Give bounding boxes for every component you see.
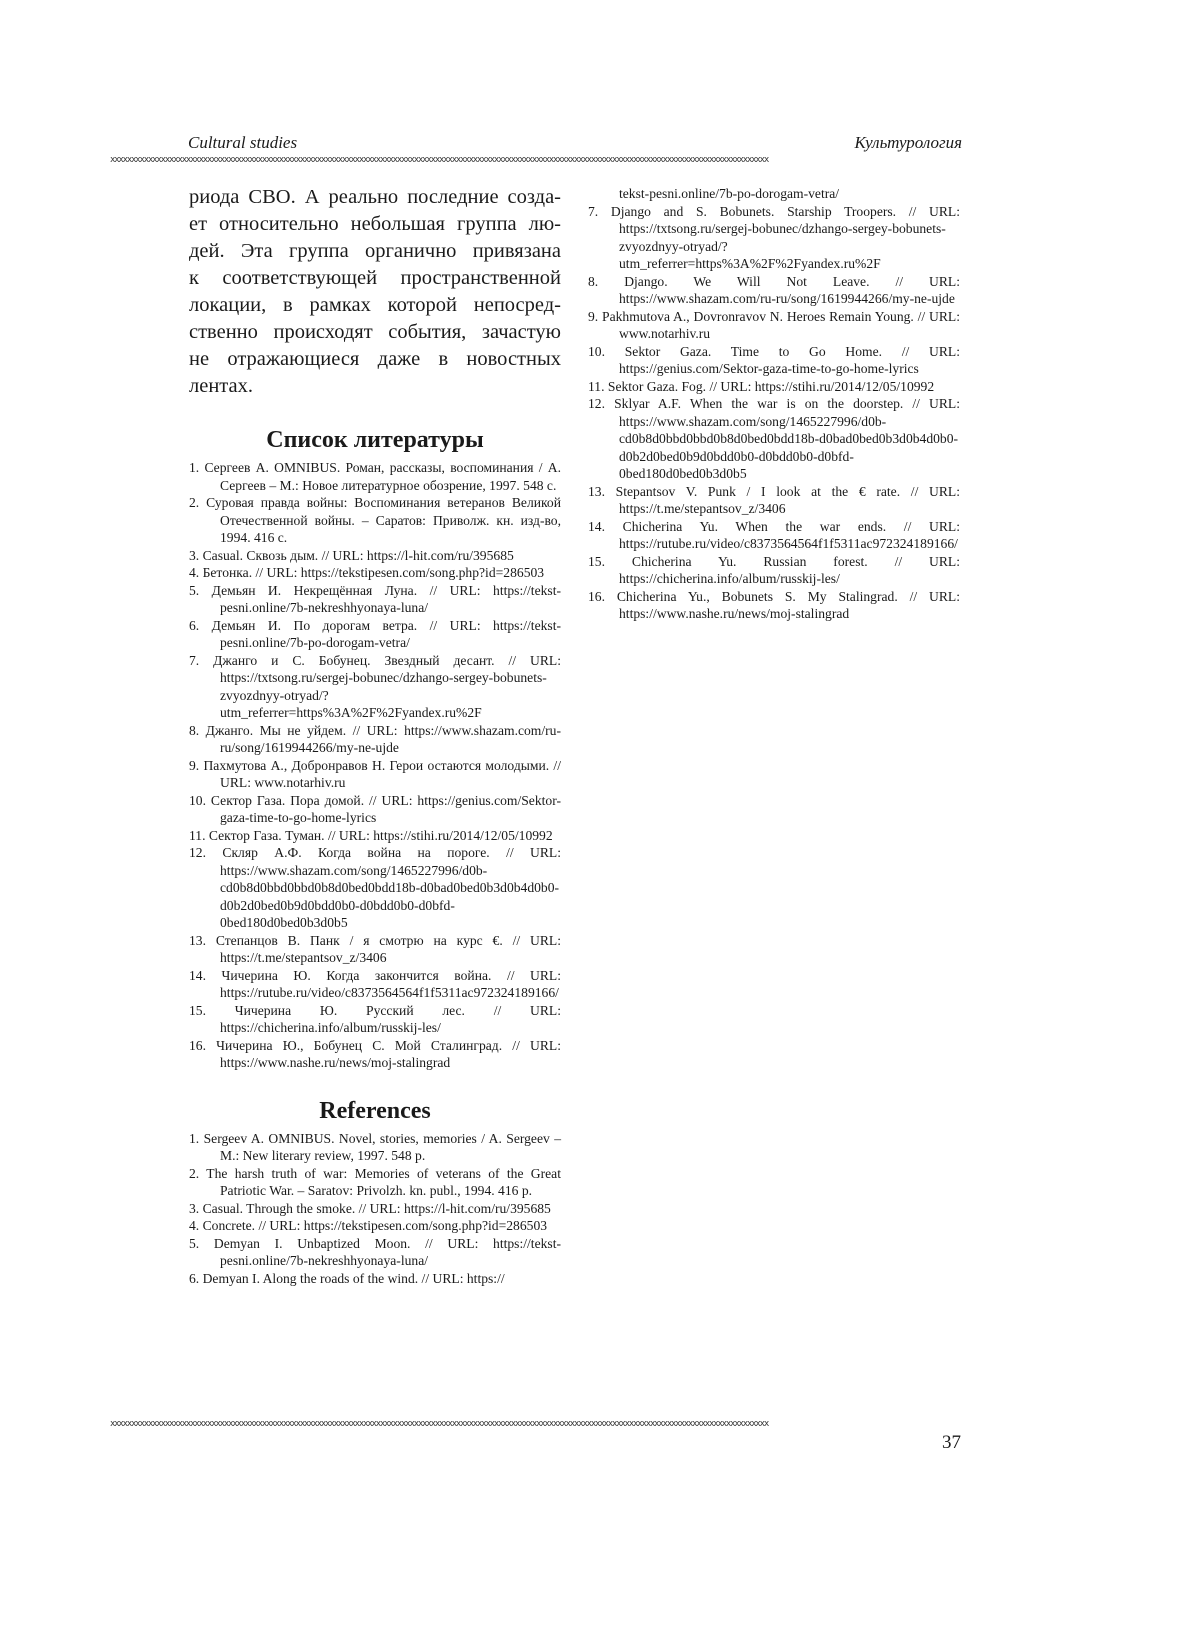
reference-item: 7. Django and S. Bobunets. Starship Troopers. // URL: https://txtsong.ru/sergej-bobunec/dzhango-sergey-bobunets-zvyozdnyy-otryad/?utm_referrer=https%3A%2F%2Fyandex.ru%2F xyxy=(588,203,960,271)
bibliography-item: 6. Демьян И. По дорогам ветра. // URL: https://tekst-pesni.online/7b-po-dorogam-vetra/ xyxy=(189,617,561,650)
running-header-left: Cultural studies xyxy=(188,133,298,152)
page-number: 37 xyxy=(942,1432,961,1453)
bibliography-item: 5. Демьян И. Некрещённая Луна. // URL: https://tekst-pesni.online/7b-nekreshhyonaya-luna/ xyxy=(189,582,561,615)
bibliography-item: 7. Джанго и С. Бобунец. Звездный десант. // URL: https://txtsong.ru/sergej-bobunec/dzhango-sergey-bobunets-zvyozdnyy-otryad/?utm_referrer=https%3A%2F%2Fyandex.ru%2F xyxy=(189,652,561,720)
reference-item: 10. Sektor Gaza. Time to Go Home. // URL: https://genius.com/Sektor-gaza-time-to-go-home-lyrics xyxy=(588,343,960,376)
body-line: не отражающиеся даже в новостных xyxy=(189,348,561,370)
references-list xyxy=(189,1130,561,1288)
body-line: ет относительно небольшая группа лю- xyxy=(189,213,561,235)
bibliography-item: 16. Чичерина Ю., Бобунец С. Мой Сталинград. // URL: https://www.nashe.ru/news/moj-stalingrad xyxy=(189,1037,561,1070)
running-header-right: Культурология xyxy=(854,133,962,152)
bibliography-item: 12. Скляр А.Ф. Когда война на пороге. // URL: https://www.shazam.com/song/1465227996/d0b-cd0b8d0bbd0bbd0b8d0bed0bdd18b-d0bad0bed0b3d0b4d0b0-d0b2d0bed0b9d0bdd0b0-d0bdd0b0-d0bfd-0bed180d0bed0b3d0b5 xyxy=(189,845,561,930)
body-paragraph xyxy=(189,184,561,400)
bibliography-item: 13. Степанцов В. Панк / я смотрю на курс €. // URL: https://t.me/stepantsov_z/3406 xyxy=(189,932,561,965)
reference-item: tekst-pesni.online/7b-po-dorogam-vetra/ xyxy=(619,186,840,201)
reference-item: 4. Concrete. // URL: https://tekstipesen.com/song.php?id=286503 xyxy=(189,1218,548,1233)
reference-item: 14. Chicherina Yu. When the war ends. // URL: https://rutube.ru/video/c8373564564f1f5311ac972324189166/ xyxy=(588,518,960,551)
bibliography-item: 2. Суровая правда войны: Воспоминания ветеранов Великой Отечественной войны. – Саратов: Приволж. кн. изд-во, 1994. 416 с. xyxy=(189,495,561,545)
reference-item: 8. Django. We Will Not Leave. // URL: https://www.shazam.com/ru-ru/song/1619944266/my-ne-ujde xyxy=(588,273,960,306)
reference-item: 11. Sektor Gaza. Fog. // URL: https://stihi.ru/2014/12/05/10992 xyxy=(588,378,935,394)
reference-item: 13. Stepantsov V. Punk / I look at the € rate. // URL: https://t.me/stepantsov_z/3406 xyxy=(588,483,960,516)
bibliography-item: 14. Чичерина Ю. Когда закончится война. // URL: https://rutube.ru/video/c8373564564f1f5311ac972324189166/ xyxy=(189,967,561,1000)
left-column xyxy=(189,184,561,1287)
reference-item: 2. The harsh truth of war: Memories of veterans of the Great Patriotic War. – Saratov: Privolzh. kn. publ., 1994. 416 p. xyxy=(189,1165,561,1198)
bibliography-list xyxy=(189,459,561,1072)
reference-item: 12. Sklyar A.F. When the war is on the doorstep. // URL: https://www.shazam.com/song/1465227996/d0b-cd0b8d0bbd0bbd0b8d0bed0bdd18b-d0bad0bed0b3d0b4d0b0-d0b2d0bed0b9d0bdd0b0-d0bdd0b0-d0bfd-0bed180d0bed0b3d0b5 xyxy=(588,396,960,481)
bibliography-title: Список литературы xyxy=(266,427,484,453)
bibliography-item: 8. Джанго. Мы не уйдем. // URL: https://www.shazam.com/ru-ru/song/1619944266/my-ne-ujde xyxy=(189,722,561,755)
references-list-continued xyxy=(588,185,960,623)
references-title: References xyxy=(319,1097,431,1124)
bibliography-item: 3. Casual. Сквозь дым. // URL: https://l-hit.com/ru/395685 xyxy=(189,547,514,563)
body-line: ственно происходят события, зачастую xyxy=(189,321,561,343)
reference-item: 6. Demyan I. Along the roads of the wind. // URL: https:// xyxy=(189,1270,505,1286)
body-line: риода СВО. А реально последние созда- xyxy=(189,186,561,208)
bibliography-item: 11. Сектор Газа. Туман. // URL: https://stihi.ru/2014/12/05/10992 xyxy=(189,827,553,843)
reference-item: 16. Chicherina Yu., Bobunets S. My Stalingrad. // URL: https://www.nashe.ru/news/moj-stalingrad xyxy=(588,588,960,621)
reference-item: 9. Pakhmutova A., Dovronravov N. Heroes Remain Young. // URL: www.notarhiv.ru xyxy=(588,308,960,341)
right-column xyxy=(588,185,960,623)
reference-item: 1. Sergeev A. OMNIBUS. Novel, stories, memories / A. Sergeev – M.: New literary review, 1997. 548 p. xyxy=(189,1130,561,1163)
reference-item: 3. Casual. Through the smoke. // URL: https://l-hit.com/ru/395685 xyxy=(189,1200,551,1216)
reference-item: 5. Demyan I. Unbaptized Moon. // URL: https://tekst-pesni.online/7b-nekreshhyonaya-luna/ xyxy=(189,1235,561,1268)
bibliography-item: 15. Чичерина Ю. Русский лес. // URL: https://chicherina.info/album/russkij-les/ xyxy=(189,1002,561,1035)
bibliography-item: 4. Бетонка. // URL: https://tekstipesen.com/song.php?id=286503 xyxy=(189,565,545,580)
ornamental-rule-bottom: xxxxxxxxxxxxxxxxxxxxxxxxxxxxxxxxxxxxxxxxxxxxxxxxxxxxxxxxxxxxxxxxxxxxxxxxxxxxxxxxxxxxxxxxxxxxxxxxxxxxxxxxxxxxxxxxxxxxxxxxxxxxxxxxxxxxxxxxxxxxxxxxxxxxxxxxxxxx xyxy=(110,1419,769,1429)
bibliography-item: 1. Сергеев А. OMNIBUS. Роман, рассказы, воспоминания / А. Сергеев – М.: Новое литературное обозрение, 1997. 548 с. xyxy=(189,460,561,493)
body-line: локации, в рамках которой непосред- xyxy=(189,294,561,316)
body-line: лентах. xyxy=(189,375,253,397)
ornamental-rule-top: xxxxxxxxxxxxxxxxxxxxxxxxxxxxxxxxxxxxxxxxxxxxxxxxxxxxxxxxxxxxxxxxxxxxxxxxxxxxxxxxxxxxxxxxxxxxxxxxxxxxxxxxxxxxxxxxxxxxxxxxxxxxxxxxxxxxxxxxxxxxxxxxxxxxxxxxxxxx xyxy=(110,155,769,165)
bibliography-item: 10. Сектор Газа. Пора домой. // URL: https://genius.com/Sektor-gaza-time-to-go-home-lyrics xyxy=(189,792,561,825)
body-line: к соответствующей пространственной xyxy=(189,267,561,289)
body-line: дей. Эта группа органично привязана xyxy=(189,240,561,262)
reference-item: 15. Chicherina Yu. Russian forest. // URL: https://chicherina.info/album/russkij-les/ xyxy=(588,553,960,586)
bibliography-item: 9. Пахмутова А., Добронравов Н. Герои остаются молодыми. // URL: www.notarhiv.ru xyxy=(189,757,561,790)
